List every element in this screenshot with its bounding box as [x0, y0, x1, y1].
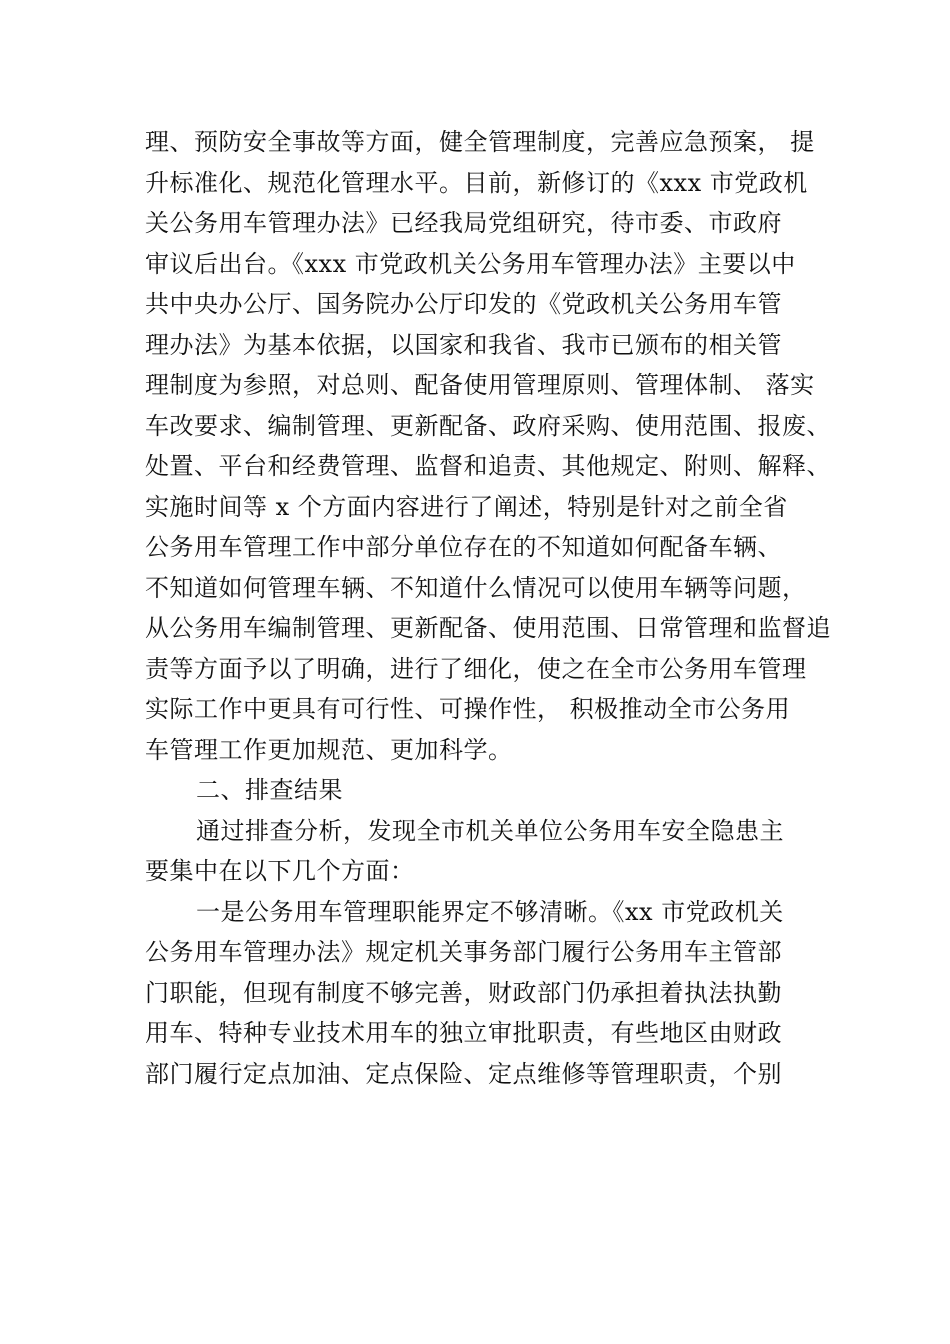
text-line: 理办法》为基本依据，以国家和我省、我市已颁布的相关管: [145, 331, 782, 359]
text-line: 门职能，但现有制度不够完善，财政部门仍承担着执法执勤: [145, 979, 782, 1007]
text-line: 车管理工作更加规范、更加科学。: [145, 736, 513, 764]
text-line: 实际工作中更具有可行性、可操作性， 积极推动全市公务用: [145, 695, 791, 723]
text-line: 用车、特种专业技术用车的独立审批职责，有些地区由财政: [145, 1019, 782, 1047]
text-line: 从公务用车编制管理、更新配备、使用范围、日常管理和监督追: [145, 614, 831, 642]
text-line: 部门履行定点加油、定点保险、定点维修等管理职责，个别: [145, 1060, 782, 1088]
text-line: 责等方面予以了明确，进行了细化，使之在全市公务用车管理: [145, 655, 807, 683]
text-line: 理制度为参照，对总则、配备使用管理原则、管理体制、 落实: [145, 371, 815, 399]
text-line: 共中央办公厅、国务院办公厅印发的《党政机关公务用车管: [145, 290, 782, 318]
text-line: 车改要求、编制管理、更新配备、政府采购、使用范围、报废、: [145, 412, 831, 440]
text-line: 不知道如何管理车辆、不知道什么情况可以使用车辆等问题，: [145, 574, 807, 602]
text-line: 实施时间等 x 个方面内容进行了阐述，特别是针对之前全省: [145, 493, 788, 521]
text-line: 处置、平台和经费管理、监督和追责、其他规定、附则、解释、: [145, 452, 831, 480]
text-line: 通过排查分析，发现全市机关单位公务用车安全隐患主: [196, 817, 784, 845]
text-line: 关公务用车管理办法》已经我局党组研究，待市委、市政府: [145, 209, 782, 237]
text-line: 公务用车管理工作中部分单位存在的不知道如何配备车辆、: [145, 533, 782, 561]
text-line: 一是公务用车管理职能界定不够清晰。《xx 市党政机关: [196, 898, 784, 926]
text-line: 审议后出台。《xxx 市党政机关公务用车管理办法》主要以中: [145, 250, 796, 278]
text-line: 要集中在以下几个方面：: [145, 857, 415, 885]
text-line: 公务用车管理办法》规定机关事务部门履行公务用车主管部: [145, 938, 782, 966]
text-line: 升标准化、规范化管理水平。目前，新修订的《xxx 市党政机: [145, 169, 808, 197]
text-line: 理、预防安全事故等方面，健全管理制度，完善应急预案， 提: [145, 128, 815, 156]
section-heading: 二、排查结果: [196, 776, 343, 804]
